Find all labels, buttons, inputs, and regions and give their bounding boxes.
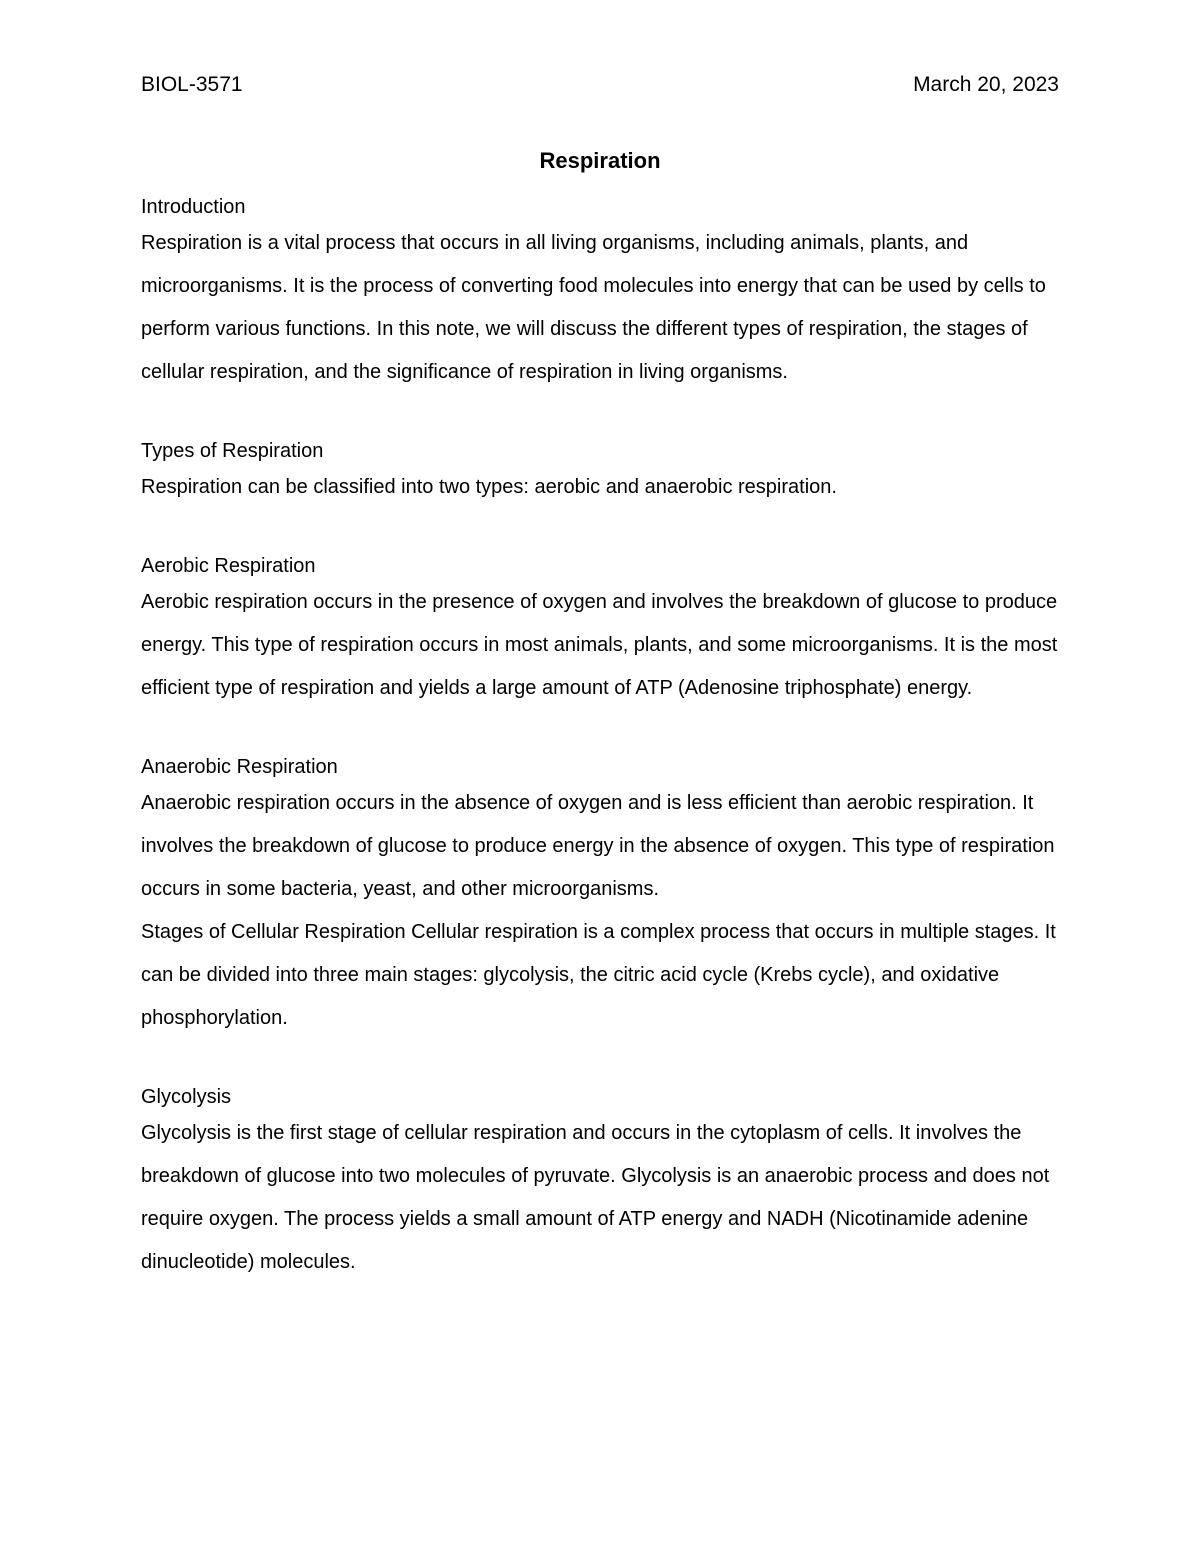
paragraph-spacer xyxy=(141,394,1061,437)
section-heading-aerobic: Aerobic Respiration xyxy=(141,555,316,577)
paragraph-spacer xyxy=(141,710,1061,753)
paragraph-glycolysis: Glycolysis is the first stage of cellular respiration and occurs in the cytoplasm of cells. It involves the breakdown of glucose into two molecules of pyruvate. Glycolysis is an anaerobic process and does not require oxygen. The process yields a small amount of ATP energy and NADH (Nicotinamide adenine dinucleotide) molecules. xyxy=(141,1122,1050,1273)
paragraph-types: Respiration can be classified into two types: aerobic and anaerobic respiration. xyxy=(141,476,837,498)
paragraph-aerobic: Aerobic respiration occurs in the presence of oxygen and involves the breakdown of glucose to produce energy. This type of respiration occurs in most animals, plants, and some microorganisms. It is the most efficient type of respiration and yields a large amount of ATP (Adenosine triphosphate) energy. xyxy=(141,591,1058,699)
document-date: March 20, 2023 xyxy=(913,73,1059,96)
section-heading-introduction: Introduction xyxy=(141,196,246,218)
paragraph-anaerobic: Anaerobic respiration occurs in the absence of oxygen and is less efficient than aerobic respiration. It involves the breakdown of glucose to produce energy in the absence of oxygen. This type of respiration occurs in some bacteria, yeast, and other microorganisms. xyxy=(141,792,1055,900)
document-title: Respiration xyxy=(539,148,661,173)
paragraph-stages: Stages of Cellular Respiration Cellular respiration is a complex process that occurs in multiple stages. It can be divided into three main stages: glycolysis, the citric acid cycle (Krebs cycle), and oxidative phosphorylation. xyxy=(141,921,1056,1029)
paragraph-introduction: Respiration is a vital process that occurs in all living organisms, including animals, plants, and microorganisms. It is the process of converting food molecules into energy that can be used by cells to perform various functions. In this note, we will discuss the different types of respiration, the stages of cellular respiration, and the significance of respiration in living organisms. xyxy=(141,232,1046,383)
document-body xyxy=(141,193,1061,1284)
paragraph-spacer xyxy=(141,509,1061,552)
section-heading-anaerobic: Anaerobic Respiration xyxy=(141,756,338,778)
paragraph-spacer xyxy=(141,1040,1061,1083)
course-code: BIOL-3571 xyxy=(141,73,243,96)
section-heading-glycolysis: Glycolysis xyxy=(141,1086,232,1108)
section-heading-types: Types of Respiration xyxy=(141,440,324,462)
